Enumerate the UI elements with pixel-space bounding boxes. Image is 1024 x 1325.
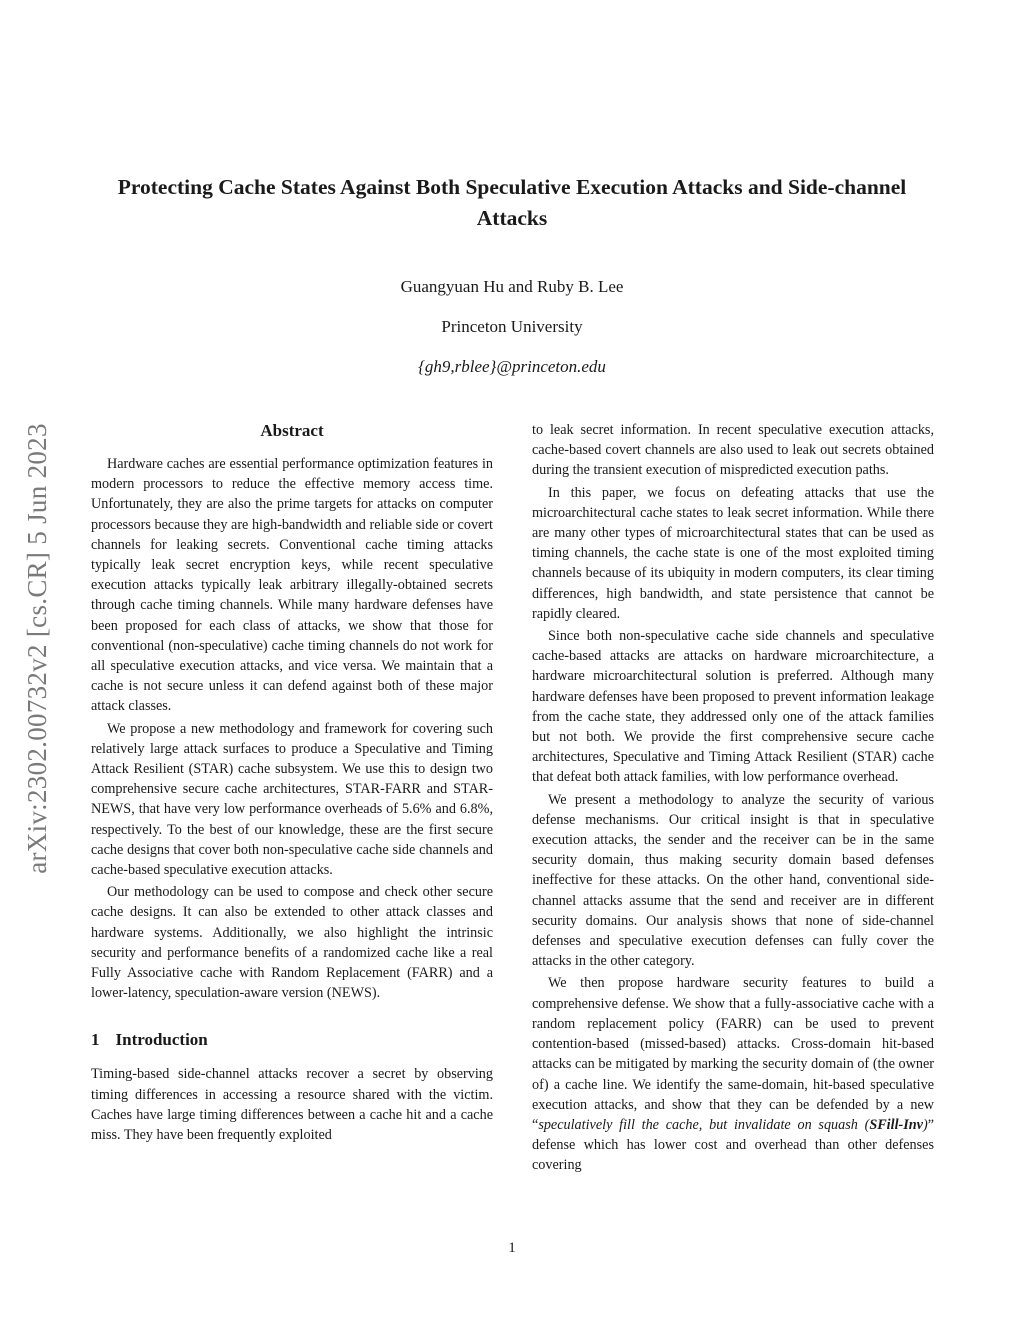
body-paragraph: Since both non-speculative cache side channels and speculative cache-based attacks are attacks on hardware microarchitecture, a hardware microarchitectural solution is preferred. Although many hardware defenses have been proposed to prevent information leakage from the cache state, they addressed only one of the attack families but not both. We provide the first comprehensive secure cache architectures, Speculative and Timing Attack Resilient (STAR) cache that defeat both attack families, with low performance overhead. (532, 628, 934, 786)
paper-title: Protecting Cache States Against Both Speculative Execution Attacks and Side-channel Attacks (117, 175, 907, 230)
introduction-heading (91, 1029, 493, 1051)
sfill-inv-term: SFill-Inv (869, 1116, 923, 1133)
arxiv-identifier-sidebar (18, 368, 56, 928)
body-text: ” defense which has lower cost and overhead than other defenses covering (532, 1116, 934, 1174)
left-column (91, 420, 493, 1147)
author-email: {gh9,rblee}@princeton.edu (418, 357, 606, 376)
right-column (532, 420, 934, 1178)
emphasis-close: ) (922, 1116, 928, 1133)
abstract-paragraph: We propose a new methodology and framework for covering such relatively large attack surfaces to produce a Speculative and Timing Attack Resilient (STAR) cache subsystem. We use this to design two comprehensive secure cache architectures, STAR-FARR and STAR-NEWS, that have very low performance overheads of 5.6% and 6.8%, respectively. To the best of our knowledge, these are the first secure cache designs that cover both non-speculative cache side channels and cache-based speculative execution attacks. (91, 720, 493, 879)
emphasis-text (538, 1117, 927, 1133)
paper-authors: Guangyuan Hu and Ruby B. Lee (400, 277, 624, 296)
abstract-paragraph: Hardware caches are essential performance optimization features in modern processors to reduce the effective memory access time. Unfortunately, they are also the prime targets for attacks on computer processors because they are high-bandwidth and reliable side or covert channels for leaking secrets. Conventional cache timing attacks typically leak secret encryption keys, while recent speculative execution attacks typically leak arbitrary illegally-obtained secrets through cache timing channels. While many hardware defenses have been proposed for each class of attacks, we show that those for conventional (non-speculative) cache timing channels do not work for all speculative execution attacks, and vice versa. We maintain that a cache is not secure unless it can defend against both of these major attack classes. (91, 456, 493, 715)
introduction-paragraph: Timing-based side-channel attacks recover a secret by observing timing differences in accessing a resource shared with the victim. Caches have large timing differences between a cache hit and a cache miss. They have been frequently exploited (91, 1066, 493, 1144)
body-paragraph: In this paper, we focus on defeating attacks that use the microarchitectural cache states to leak secret information. While there are many other types of microarchitectural states that can be used as timing channels, the cache state is one of the most exploited timing channels because of its ubiquity in modern computers, its clear timing differences, high bandwidth, and state persistence that cannot be rapidly cleared. (532, 484, 934, 622)
arxiv-identifier: arXiv:2302.00732v2 [cs.CR] 5 Jun 2023 (21, 422, 52, 874)
author-affiliation: Princeton University (441, 317, 583, 336)
body-paragraph: to leak secret information. In recent speculative execution attacks, cache-based covert channels are also used to leak out secrets obtained during the transient execution of mispredicted execution paths. (532, 422, 934, 479)
page-number: 1 (508, 1240, 516, 1256)
abstract-paragraph: Our methodology can be used to compose and check other secure cache designs. It can also be extended to other attack classes and hardware systems. Additionally, we also highlight the intrinsic security and performance benefits of a randomized cache like a real Fully Associative cache with Random Replacement (FARR) and a lower-latency, speculation-aware version (NEWS). (91, 884, 493, 1002)
section-title: Introduction (115, 1030, 208, 1050)
emphasis-phrase: speculatively fill the cache, but invalidate on squash ( (538, 1116, 870, 1133)
body-paragraph (532, 973, 934, 1175)
abstract-heading: Abstract (260, 421, 324, 440)
section-number: 1 (91, 1030, 100, 1050)
body-text: We then propose hardware security features to build a comprehensive defense. We show that a fully-associative cache with a random replacement policy (FARR) can be used to prevent contention-based (missed-based) attacks. Cross-domain hit-based attacks can be mitigated by marking the security domain of (the owner of) a cache line. We identify the same-domain, hit-based speculative execution attacks, and show that they can be defended by a new “ (532, 975, 934, 1133)
body-paragraph: We present a methodology to analyze the security of various defense mechanisms. Our critical insight is that in speculative execution attacks, the sender and the receiver can be in the same security domain, thus making security domain based defenses ineffective for these attacks. On the other hand, conventional side-channel attacks assume that the send and receiver are in different security domains. Our analysis shows that none of side-channel defenses and speculative execution defenses can fully cover the attacks in the other category. (532, 791, 934, 970)
